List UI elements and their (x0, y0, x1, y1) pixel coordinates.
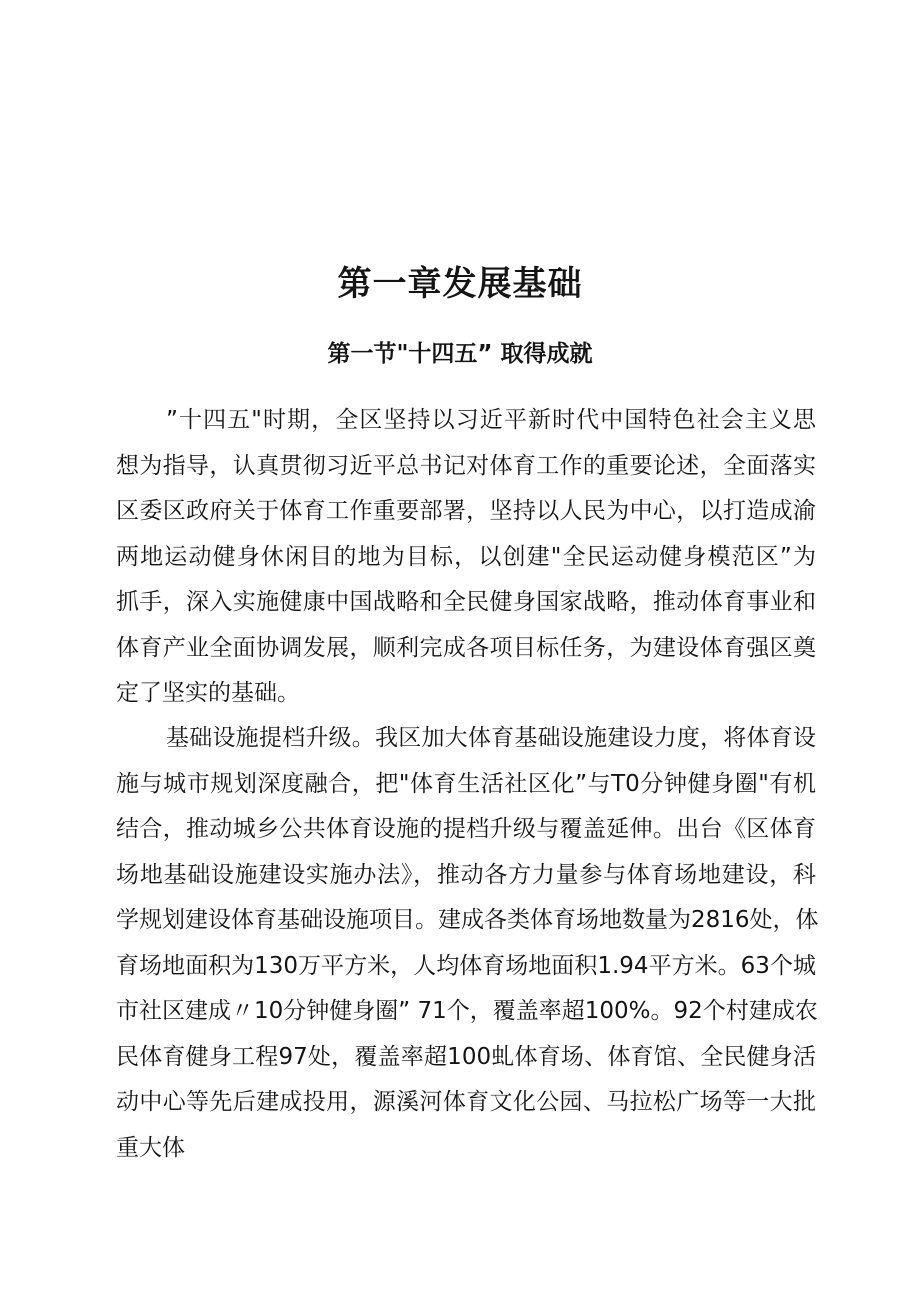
paragraph-line: ”十四五"时期，全区坚持以习近平新时代中国特色社会主义思 (166, 407, 816, 433)
section-title: 第一节"十四五” 取得成就 (327, 341, 593, 367)
paragraph-line: 抓手，深入实施健康中国战略和全民健身国家战略，推动体育事业和 (116, 589, 816, 615)
paragraph-line: 动中心等先后建成投用，源溪河体育文化公园、马拉松广场等一大批 (116, 1089, 816, 1115)
paragraph-line: 场地基础设施建设实施办法》，推动各方力量参与体育场地建设，科 (116, 861, 816, 888)
paragraph-line: 民体育健身工程97处，覆盖率超100虬体育场、体育馆、全民健身活 (116, 1043, 816, 1070)
paragraph-line: 施与城市规划深度融合，把"体育生活社区化”与T0分钟健身圈"有机 (116, 770, 816, 797)
paragraph-line: 两地运动健身休闲目的地为目标，以创建"全民运动健身模范区”为 (116, 543, 816, 570)
paragraph-line: 学规划建设体育基础设施项目。建成各类体育场地数量为2816处，体 (116, 907, 819, 933)
paragraph-line: 结合，推动城乡公共体育设施的提档升级与覆盖延伸。出台《区体育 (116, 816, 816, 842)
paragraph-infrastructure-upgrade (116, 716, 819, 1171)
paragraph-line: 定了坚实的基础。 (116, 680, 300, 706)
paragraph-line: 重大体 (116, 1134, 185, 1161)
paragraph-achievements-overview (116, 398, 816, 717)
paragraph-line: 想为指导，认真贯彻习近平总书记对体育工作的重要论述，全面落实 (116, 452, 816, 479)
paragraph-line: 市社区建成〃10分钟健身圈” 71个，覆盖率超100%。92个村建成农 (116, 998, 818, 1024)
paragraph-line: 体育产业全面协调发展，顺利完成各项目标任务，为建设体育强区奠 (116, 634, 816, 661)
paragraph-line: 区委区政府关于体育工作重要部署，坚持以人民为中心，以打造成渝 (116, 498, 816, 524)
paragraph-line: 基础设施提档升级。我区加大体育基础设施建设力度，将体育设 (166, 725, 816, 751)
paragraph-line: 育场地面积为130万平方米，人均体育场地面积1.94平方米。63个城 (116, 952, 816, 979)
chapter-title: 第一章发展基础 (337, 264, 583, 304)
